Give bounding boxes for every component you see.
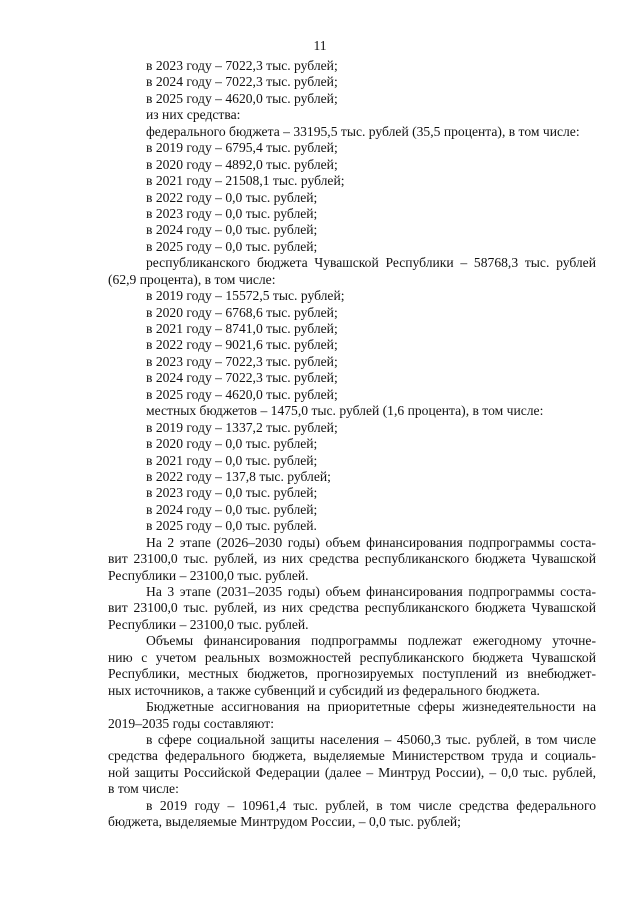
text-line: ной защиты Российской Федерации (далее – Минтруд России), – 0,0 тыс. рублей, [108, 764, 596, 780]
text-line: 2019–2035 годы составляют: [108, 715, 274, 731]
text-line: в 2024 году – 0,0 тыс. рублей; [146, 222, 318, 238]
text-line: в 2019 году – 15572,5 тыс. рублей; [146, 288, 345, 304]
document-body [108, 58, 596, 831]
text-line: в 2020 году – 0,0 тыс. рублей; [146, 436, 318, 452]
text-line: республиканского бюджета Чувашской Республики – 58768,3 тыс. рублей [146, 255, 596, 271]
text-line: в 2019 году – 6795,4 тыс. рублей; [146, 140, 338, 156]
text-line: в 2025 году – 0,0 тыс. рублей; [146, 238, 318, 254]
text-line: в сфере социальной защиты населения – 45060,3 тыс. рублей, в том числе [146, 731, 596, 747]
text-line: (62,9 процента), в том числе: [108, 271, 276, 287]
text-line: в 2020 году – 4892,0 тыс. рублей; [146, 156, 338, 172]
text-line: Республики – 23100,0 тыс. рублей. [108, 616, 309, 632]
text-line: в 2019 году – 1337,2 тыс. рублей; [146, 419, 338, 435]
text-line: в 2023 году – 0,0 тыс. рублей; [146, 205, 318, 221]
text-line: в 2024 году – 0,0 тыс. рублей; [146, 501, 318, 517]
text-line: в 2023 году – 7022,3 тыс. рублей; [146, 58, 338, 73]
text-line: нию с учетом реальных возможностей республиканского бюджета Чувашской [108, 649, 596, 665]
text-line: вит 23100,0 тыс. рублей, из них средства республиканского бюджета Чувашской [108, 551, 596, 567]
text-line: вит 23100,0 тыс. рублей, из них средства республиканского бюджета Чувашской [108, 600, 596, 616]
text-line: Объемы финансирования подпрограммы подлежат ежегодному уточне- [146, 633, 596, 649]
text-line: в 2021 году – 21508,1 тыс. рублей; [146, 173, 345, 189]
text-line: На 2 этапе (2026–2030 годы) объем финансирования подпрограммы соста- [146, 534, 596, 550]
text-line: из них средства: [146, 107, 241, 123]
text-line: местных бюджетов – 1475,0 тыс. рублей (1,6 процента), в том числе: [146, 403, 544, 419]
text-line: в том числе: [108, 781, 179, 797]
text-line: в 2023 году – 0,0 тыс. рублей; [146, 485, 318, 501]
text-line: в 2019 году – 10961,4 тыс. рублей, в том числе средства федерального [146, 797, 596, 813]
text-line: в 2025 году – 4620,0 тыс. рублей; [146, 386, 338, 402]
text-line: в 2021 году – 0,0 тыс. рублей; [146, 452, 318, 468]
text-line: в 2022 году – 9021,6 тыс. рублей; [146, 337, 338, 353]
text-line: федерального бюджета – 33195,5 тыс. рублей (35,5 процента), в том числе: [146, 123, 580, 139]
text-line: На 3 этапе (2031–2035 годы) объем финансирования подпрограммы соста- [146, 584, 596, 599]
text-line: в 2025 году – 0,0 тыс. рублей. [146, 518, 317, 534]
text-line: в 2025 году – 4620,0 тыс. рублей; [146, 90, 338, 106]
text-line: ных источников, а также субвенций и субсидий из федерального бюджета. [108, 682, 540, 698]
text-line: в 2022 году – 137,8 тыс. рублей; [146, 468, 331, 484]
text-line: в 2020 году – 6768,6 тыс. рублей; [146, 304, 338, 320]
text-line: в 2023 году – 7022,3 тыс. рублей; [146, 353, 338, 369]
text-line: в 2021 году – 8741,0 тыс. рублей; [146, 321, 338, 336]
text-line: в 2024 году – 7022,3 тыс. рублей; [146, 370, 338, 386]
text-line: бюджета, выделяемые Минтрудом России, – 0,0 тыс. рублей; [108, 814, 461, 830]
text-line: Бюджетные ассигнования на приоритетные сферы жизнедеятельности на [146, 699, 596, 715]
text-line: средства федерального бюджета, выделяемые Министерством труда и социаль- [108, 748, 596, 764]
text-line: Республики, местных бюджетов, прогнозируемых поступлений из внебюджет- [108, 666, 596, 682]
text-line: в 2024 году – 7022,3 тыс. рублей; [146, 74, 338, 90]
page-number: 11 [313, 38, 327, 53]
text-line: в 2022 году – 0,0 тыс. рублей; [146, 189, 318, 205]
text-line: Республики – 23100,0 тыс. рублей. [108, 567, 309, 583]
